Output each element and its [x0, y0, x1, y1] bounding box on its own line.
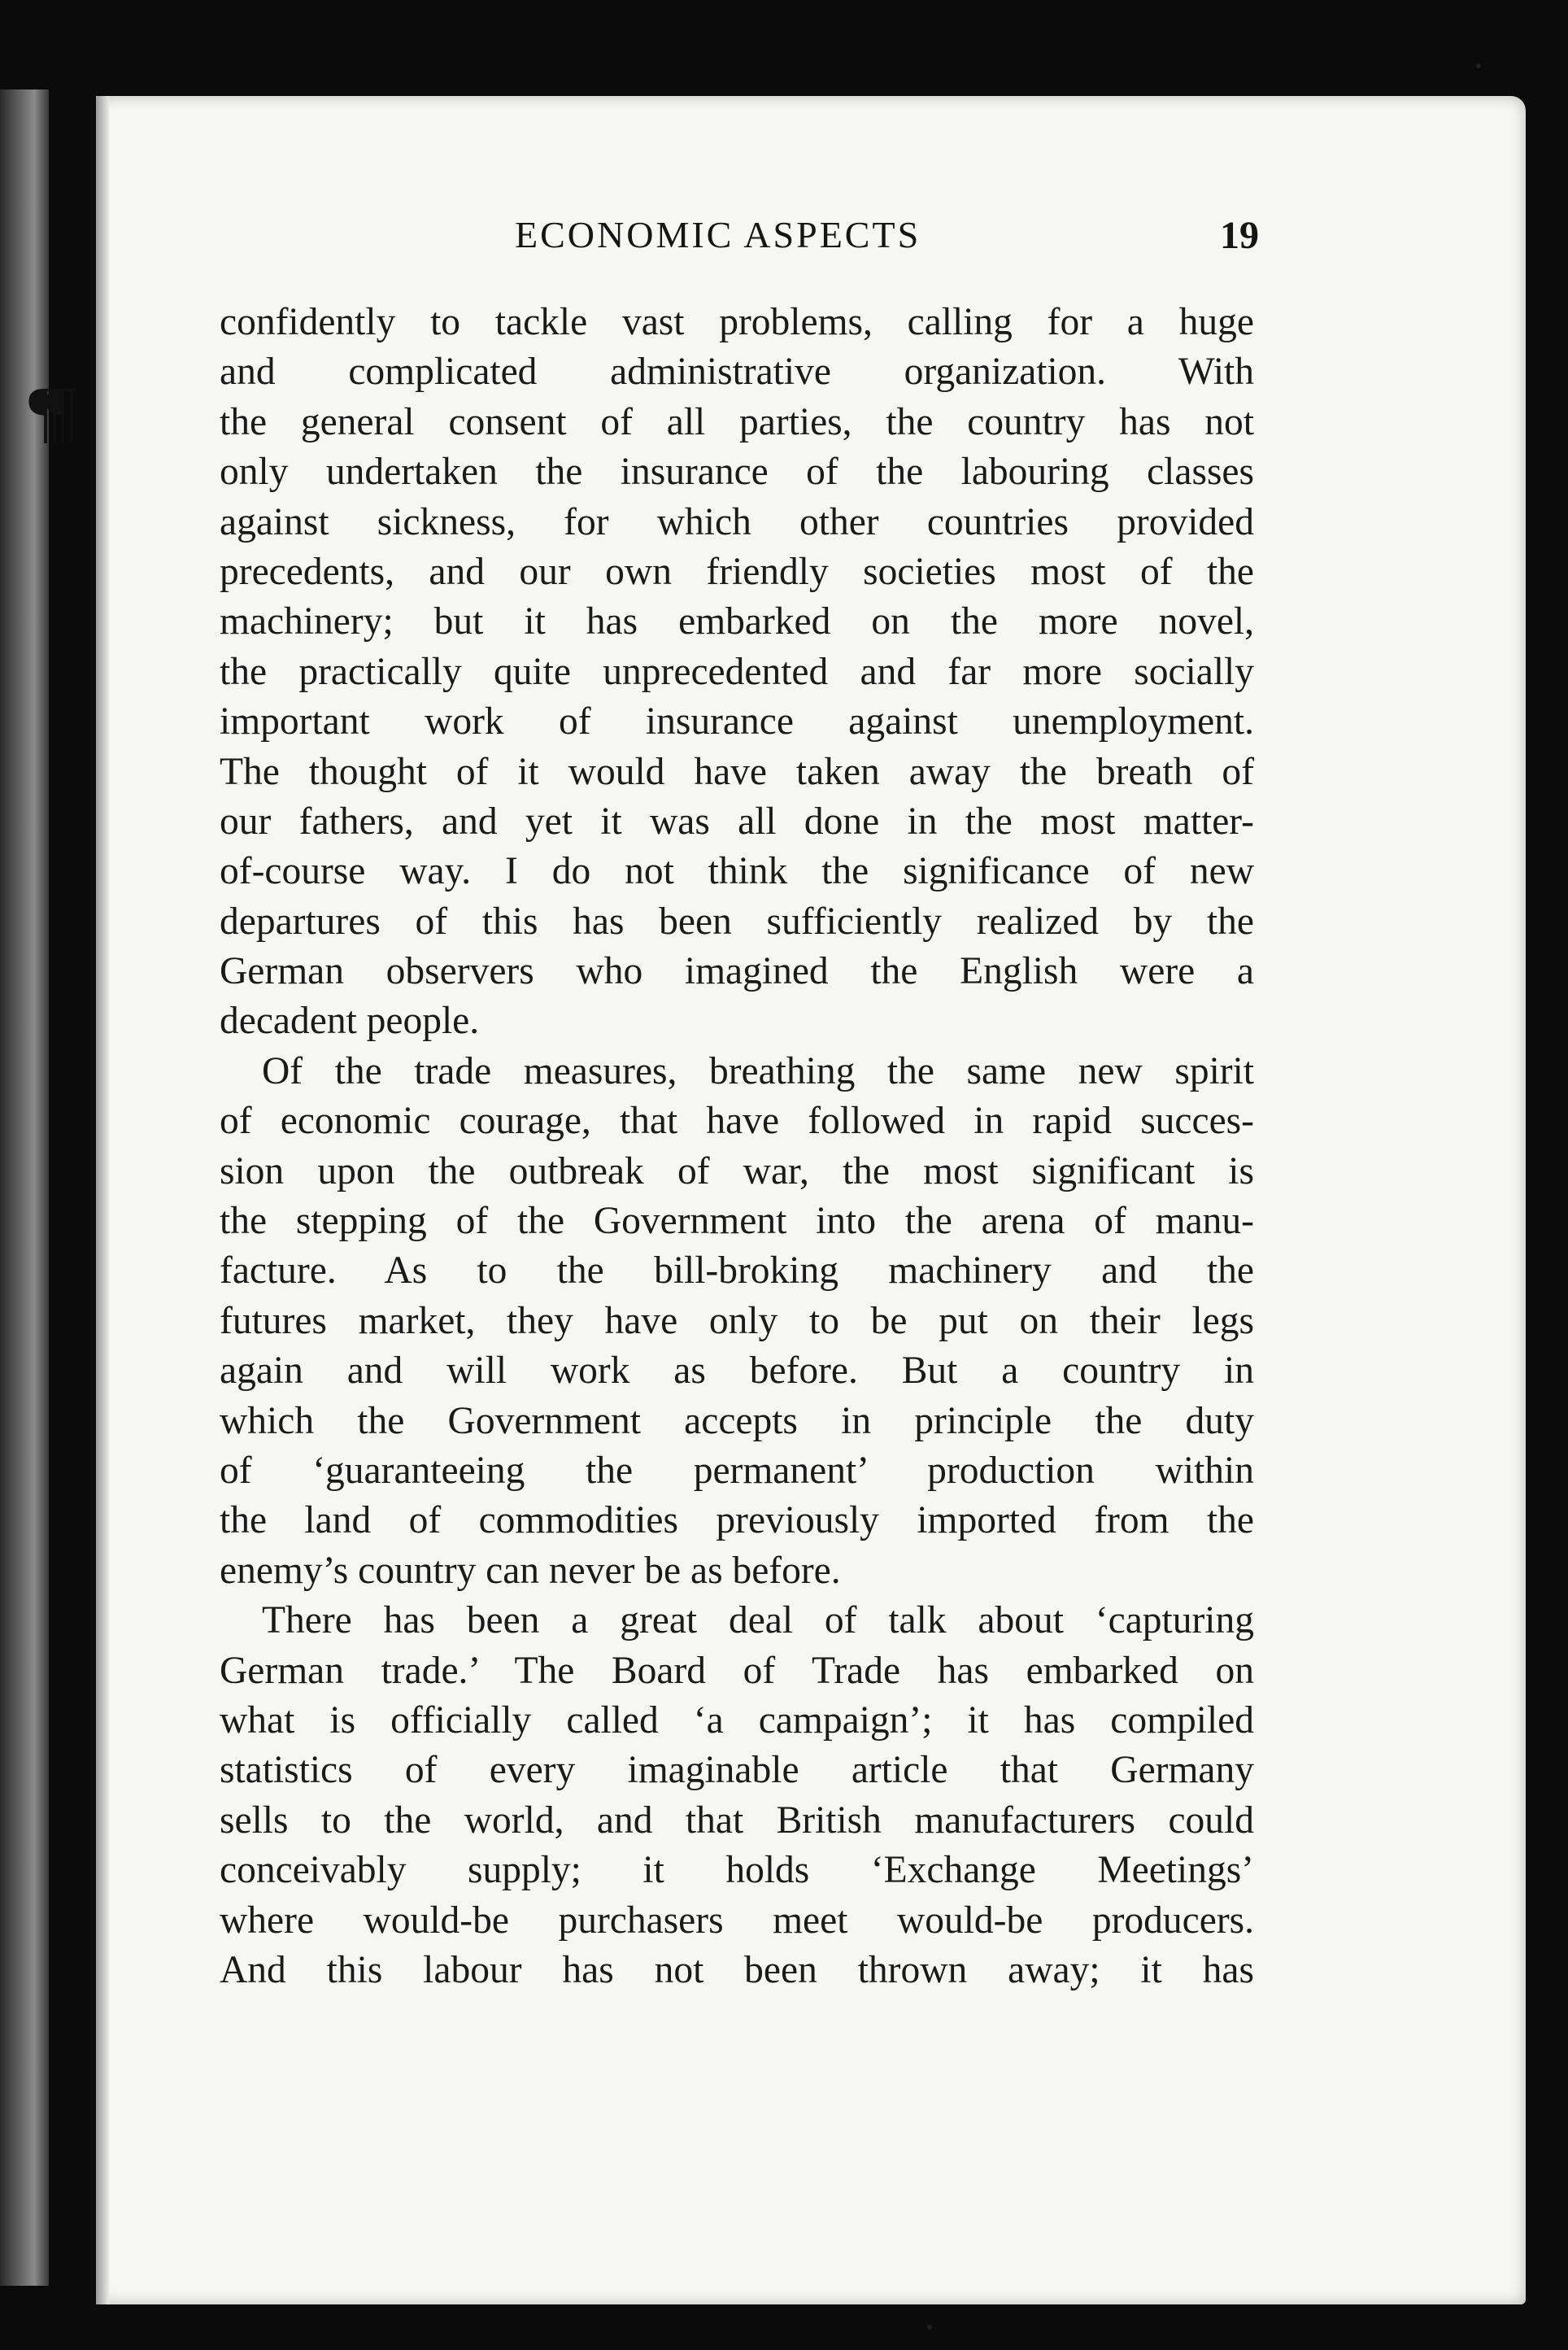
text-line: the land of commodities previously imported from the [220, 1499, 1254, 1542]
dust-speck [1476, 63, 1481, 68]
text-line: the stepping of the Government into the arena of manu- [220, 1200, 1254, 1243]
text-line: of ‘guaranteeing the permanent’ production within [220, 1449, 1254, 1492]
text-line: against sickness, for which other countries provided [220, 500, 1254, 543]
text-line: departures of this has been sufficiently realized by the [220, 900, 1254, 943]
text-line: confidently to tackle vast problems, calling for a huge [220, 301, 1254, 343]
text-line: There has been a great deal of talk about ‘capturing [262, 1599, 1254, 1642]
text-line: enemy’s country can never be as before. [220, 1549, 841, 1592]
text-line: of economic courage, that have followed in rapid succes- [220, 1100, 1254, 1143]
text-line: futures market, they have only to be put on their legs [220, 1299, 1254, 1342]
text-line: the general consent of all parties, the country has not [220, 400, 1254, 443]
running-head [218, 213, 1259, 270]
text-line: precedents, and our own friendly societies most of the [220, 550, 1254, 593]
text-line: decadent people. [220, 1000, 480, 1043]
text-line: The thought of it would have taken away the breath of [220, 750, 1254, 793]
text-line: German observers who imagined the English were a [220, 950, 1254, 993]
margin-paragraph-mark: ¶¶ [28, 372, 63, 450]
text-line: and complicated administrative organization. With [220, 351, 1254, 394]
text-line: And this labour has not been thrown away; it has [220, 1948, 1254, 1991]
text-line: the practically quite unprecedented and far more socially [220, 650, 1254, 693]
text-line: sion upon the outbreak of war, the most significant is [220, 1149, 1254, 1192]
text-line: Of the trade measures, breathing the same new spirit [262, 1049, 1254, 1092]
text-line: German trade.’ The Board of Trade has embarked on [220, 1649, 1254, 1692]
body-text [220, 298, 1254, 1995]
text-line: our fathers, and yet it was all done in the most matter- [220, 800, 1254, 843]
text-line: sells to the world, and that British manufacturers could [220, 1798, 1254, 1842]
text-line: conceivably supply; it holds ‘Exchange Meetings’ [220, 1849, 1254, 1892]
text-line: facture. As to the bill-broking machinery and the [220, 1249, 1254, 1293]
text-line: again and will work as before. But a country in [220, 1349, 1254, 1393]
text-line: which the Government accepts in principle the duty [220, 1399, 1254, 1442]
running-head-title: ECONOMIC ASPECTS [515, 214, 921, 255]
text-line: what is officially called ‘a campaign’; it has compiled [220, 1698, 1254, 1742]
text-line: important work of insurance against unemployment. [220, 700, 1254, 743]
text-line: where would-be purchasers meet would-be producers. [220, 1899, 1254, 1942]
text-line: machinery; but it has embarked on the more novel, [220, 600, 1254, 643]
dust-speck [927, 2325, 932, 2330]
text-line: statistics of every imaginable article that Germany [220, 1749, 1254, 1792]
text-line: of-course way. I do not think the significance of new [220, 850, 1254, 893]
page-gutter-shadow [96, 96, 109, 2304]
page-number: 19 [1220, 214, 1259, 257]
text-line: only undertaken the insurance of the labouring classes [220, 451, 1254, 494]
